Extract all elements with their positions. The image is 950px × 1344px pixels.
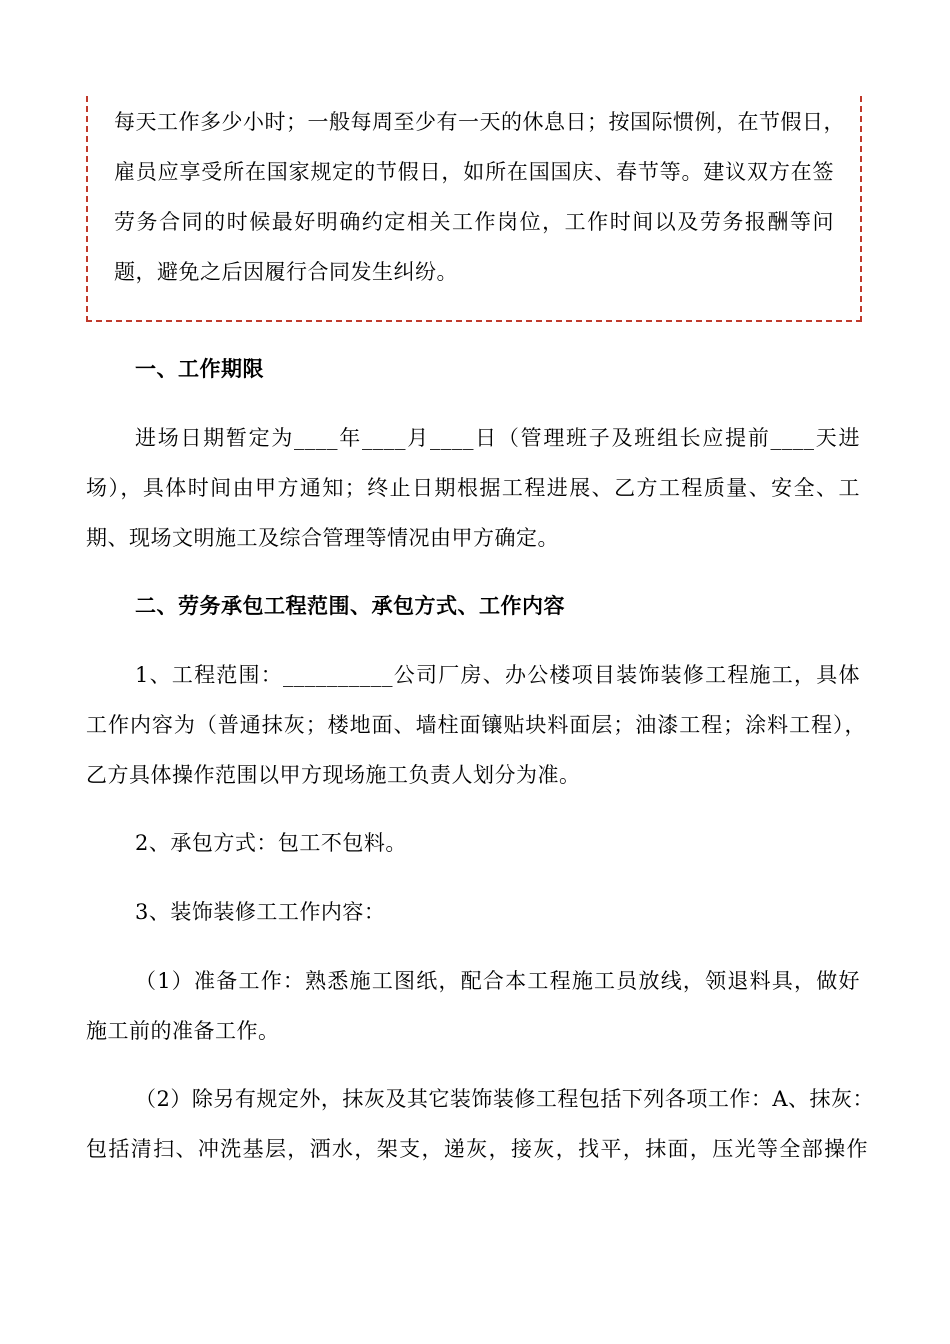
section1-heading: 一、工作期限 — [135, 356, 264, 381]
section1-line-3: 期、现场文明施工及综合管理等情况由甲方确定。 — [86, 526, 559, 550]
item1-line-1: 1、工程范围：__________公司厂房、办公楼项目装饰装修工程施工，具体 — [135, 663, 860, 687]
section2-heading: 二、劳务承包工程范围、承包方式、工作内容 — [135, 593, 565, 618]
sub2-line-2: 包括清扫、冲洗基层，洒水，架支，递灰，接灰，找平，抹面，压光等全部操作 — [86, 1137, 868, 1161]
notice-line-1: 每天工作多少小时；一般每周至少有一天的休息日；按国际惯例，在节假日， — [114, 110, 845, 134]
sub1-line-2: 施工前的准备工作。 — [86, 1019, 280, 1043]
notice-line-2: 雇员应享受所在国家规定的节假日，如所在国国庆、春节等。建议双方在签 — [114, 160, 834, 184]
sub2-line-1: （2）除另有规定外，抹灰及其它装饰装修工程包括下列各项工作：A、抹灰： — [135, 1087, 875, 1111]
item1-line-3: 乙方具体操作范围以甲方现场施工负责人划分为准。 — [86, 763, 581, 787]
notice-line-3: 劳务合同的时候最好明确约定相关工作岗位，工作时间以及劳务报酬等问 — [114, 210, 834, 234]
sub1-line-1: （1）准备工作：熟悉施工图纸，配合本工程施工员放线，领退料具，做好 — [135, 969, 860, 993]
notice-line-4: 题，避免之后因履行合同发生纠纷。 — [114, 260, 458, 284]
item1-line-2: 工作内容为（普通抹灰；楼地面、墙柱面镶贴块料面层；油漆工程；涂料工程）， — [86, 713, 866, 737]
section1-line-1: 进场日期暂定为____年____月____日（管理班子及班组长应提前____天进 — [135, 426, 860, 450]
item2: 2、承包方式：包工不包料。 — [135, 831, 407, 855]
section1-line-2: 场），具体时间由甲方通知；终止日期根据工程进展、乙方工程质量、安全、工 — [86, 476, 860, 500]
item3: 3、装饰装修工工作内容： — [135, 900, 386, 924]
